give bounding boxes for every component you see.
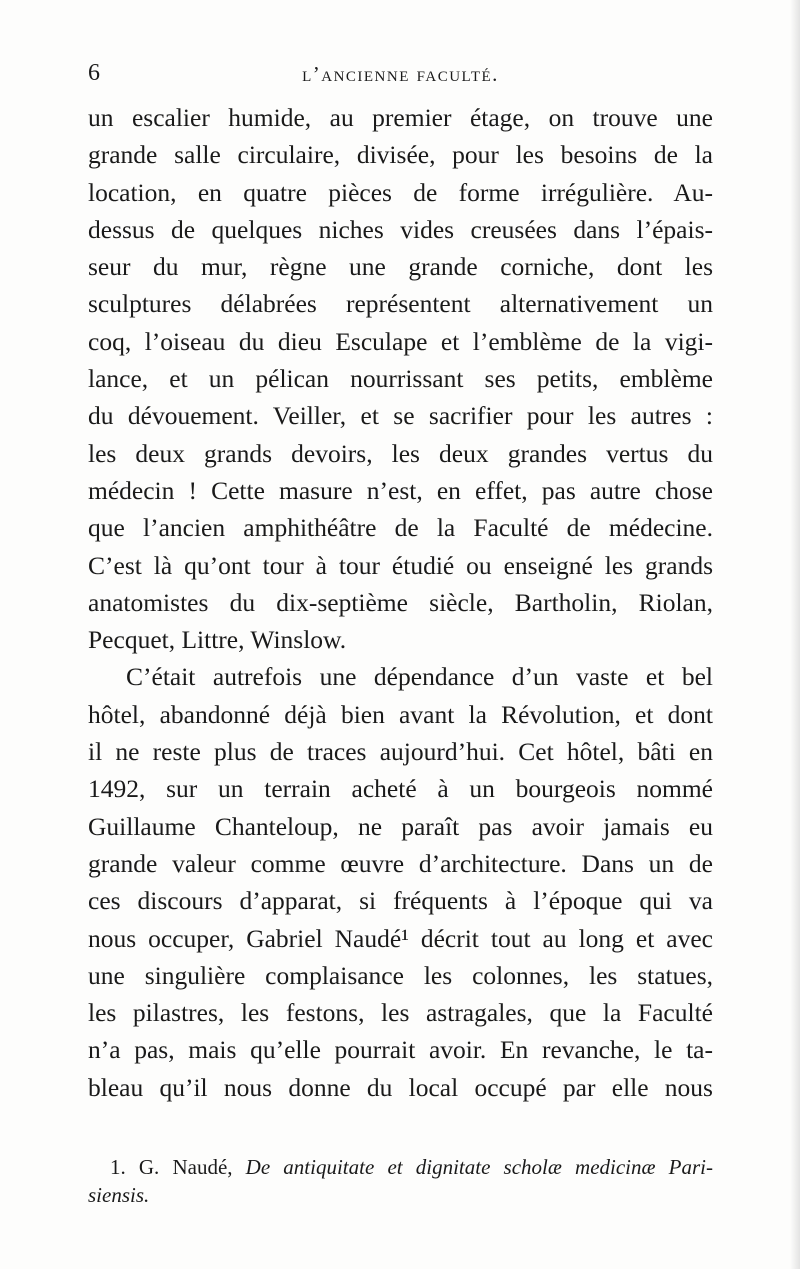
text-line: 1492, sur un terrain acheté à un bourgeois nommé xyxy=(88,774,713,804)
text-line: ces discours d’apparat, si fréquents à l’époque qui va xyxy=(88,886,713,916)
footnote-title: De antiquitate et dignitate scholæ medicinæ Pari- xyxy=(245,1155,713,1179)
text-line: grande valeur comme œuvre d’architecture. Dans un de xyxy=(88,848,713,878)
text-line: nous occuper, Gabriel Naudé¹ décrit tout au long et avec xyxy=(88,923,713,953)
text-line: une singulière complaisance les colonnes, les statues, xyxy=(88,960,713,990)
text-line: du dévouement. Veiller, et se sacrifier pour les autres : xyxy=(88,401,713,431)
text-line: n’a pas, mais qu’elle pourrait avoir. En revanche, le ta- xyxy=(88,1035,713,1065)
text-line: que l’ancien amphithéâtre de la Faculté de médecine. xyxy=(88,513,713,543)
text-line: les deux grands devoirs, les deux grandes vertus du xyxy=(88,438,713,468)
text-line: coq, l’oiseau du dieu Esculape et l’emblème de la vigi- xyxy=(88,326,713,356)
footnote-marker: 1. G. Naudé, xyxy=(110,1155,233,1179)
text-line: médecin ! Cette masure n’est, en effet, pas autre chose xyxy=(88,475,713,505)
text-line: location, en quatre pièces de forme irrégulière. Au- xyxy=(88,177,713,207)
footnote xyxy=(88,1153,713,1209)
text-line: un escalier humide, au premier étage, on trouve une xyxy=(88,103,713,132)
text-line: grande salle circulaire, divisée, pour les besoins de la xyxy=(88,140,713,170)
footnote-title-continued: siensis. xyxy=(88,1183,150,1207)
text-line: hôtel, abandonné déjà bien avant la Révolution, et dont xyxy=(88,699,713,729)
body-text xyxy=(88,99,713,1106)
text-line: C’est là qu’ont tour à tour étudié ou enseigné les grands xyxy=(88,550,713,580)
text-line: anatomistes du dix-septième siècle, Bartholin, Riolan, xyxy=(88,587,713,617)
running-head xyxy=(88,58,713,88)
footnote-line xyxy=(88,1153,713,1181)
running-title: l’ancienne faculté. xyxy=(302,62,499,86)
text-line: seur du mur, règne une grande corniche, dont les xyxy=(88,252,713,282)
text-line: il ne reste plus de traces aujourd’hui. Cet hôtel, bâti en xyxy=(88,737,713,767)
text-line: Pecquet, Littre, Winslow. xyxy=(88,625,347,655)
text-line: C’était autrefois une dépendance d’un vaste et bel xyxy=(126,662,713,692)
text-line: Guillaume Chanteloup, ne paraît pas avoir jamais eu xyxy=(88,811,713,841)
text-line: sculptures délabrées représentent alternativement un xyxy=(88,289,713,319)
text-line: lance, et un pélican nourrissant ses petits, emblème xyxy=(88,364,713,394)
text-line: les pilastres, les festons, les astragales, que la Faculté xyxy=(88,998,713,1028)
page-edge-shadow xyxy=(790,0,800,1269)
footnote-line xyxy=(88,1181,713,1209)
page-number: 6 xyxy=(88,60,100,86)
text-line: bleau qu’il nous donne du local occupé par elle nous xyxy=(88,1072,713,1102)
text-line: dessus de quelques niches vides creusées dans l’épais- xyxy=(88,214,713,244)
